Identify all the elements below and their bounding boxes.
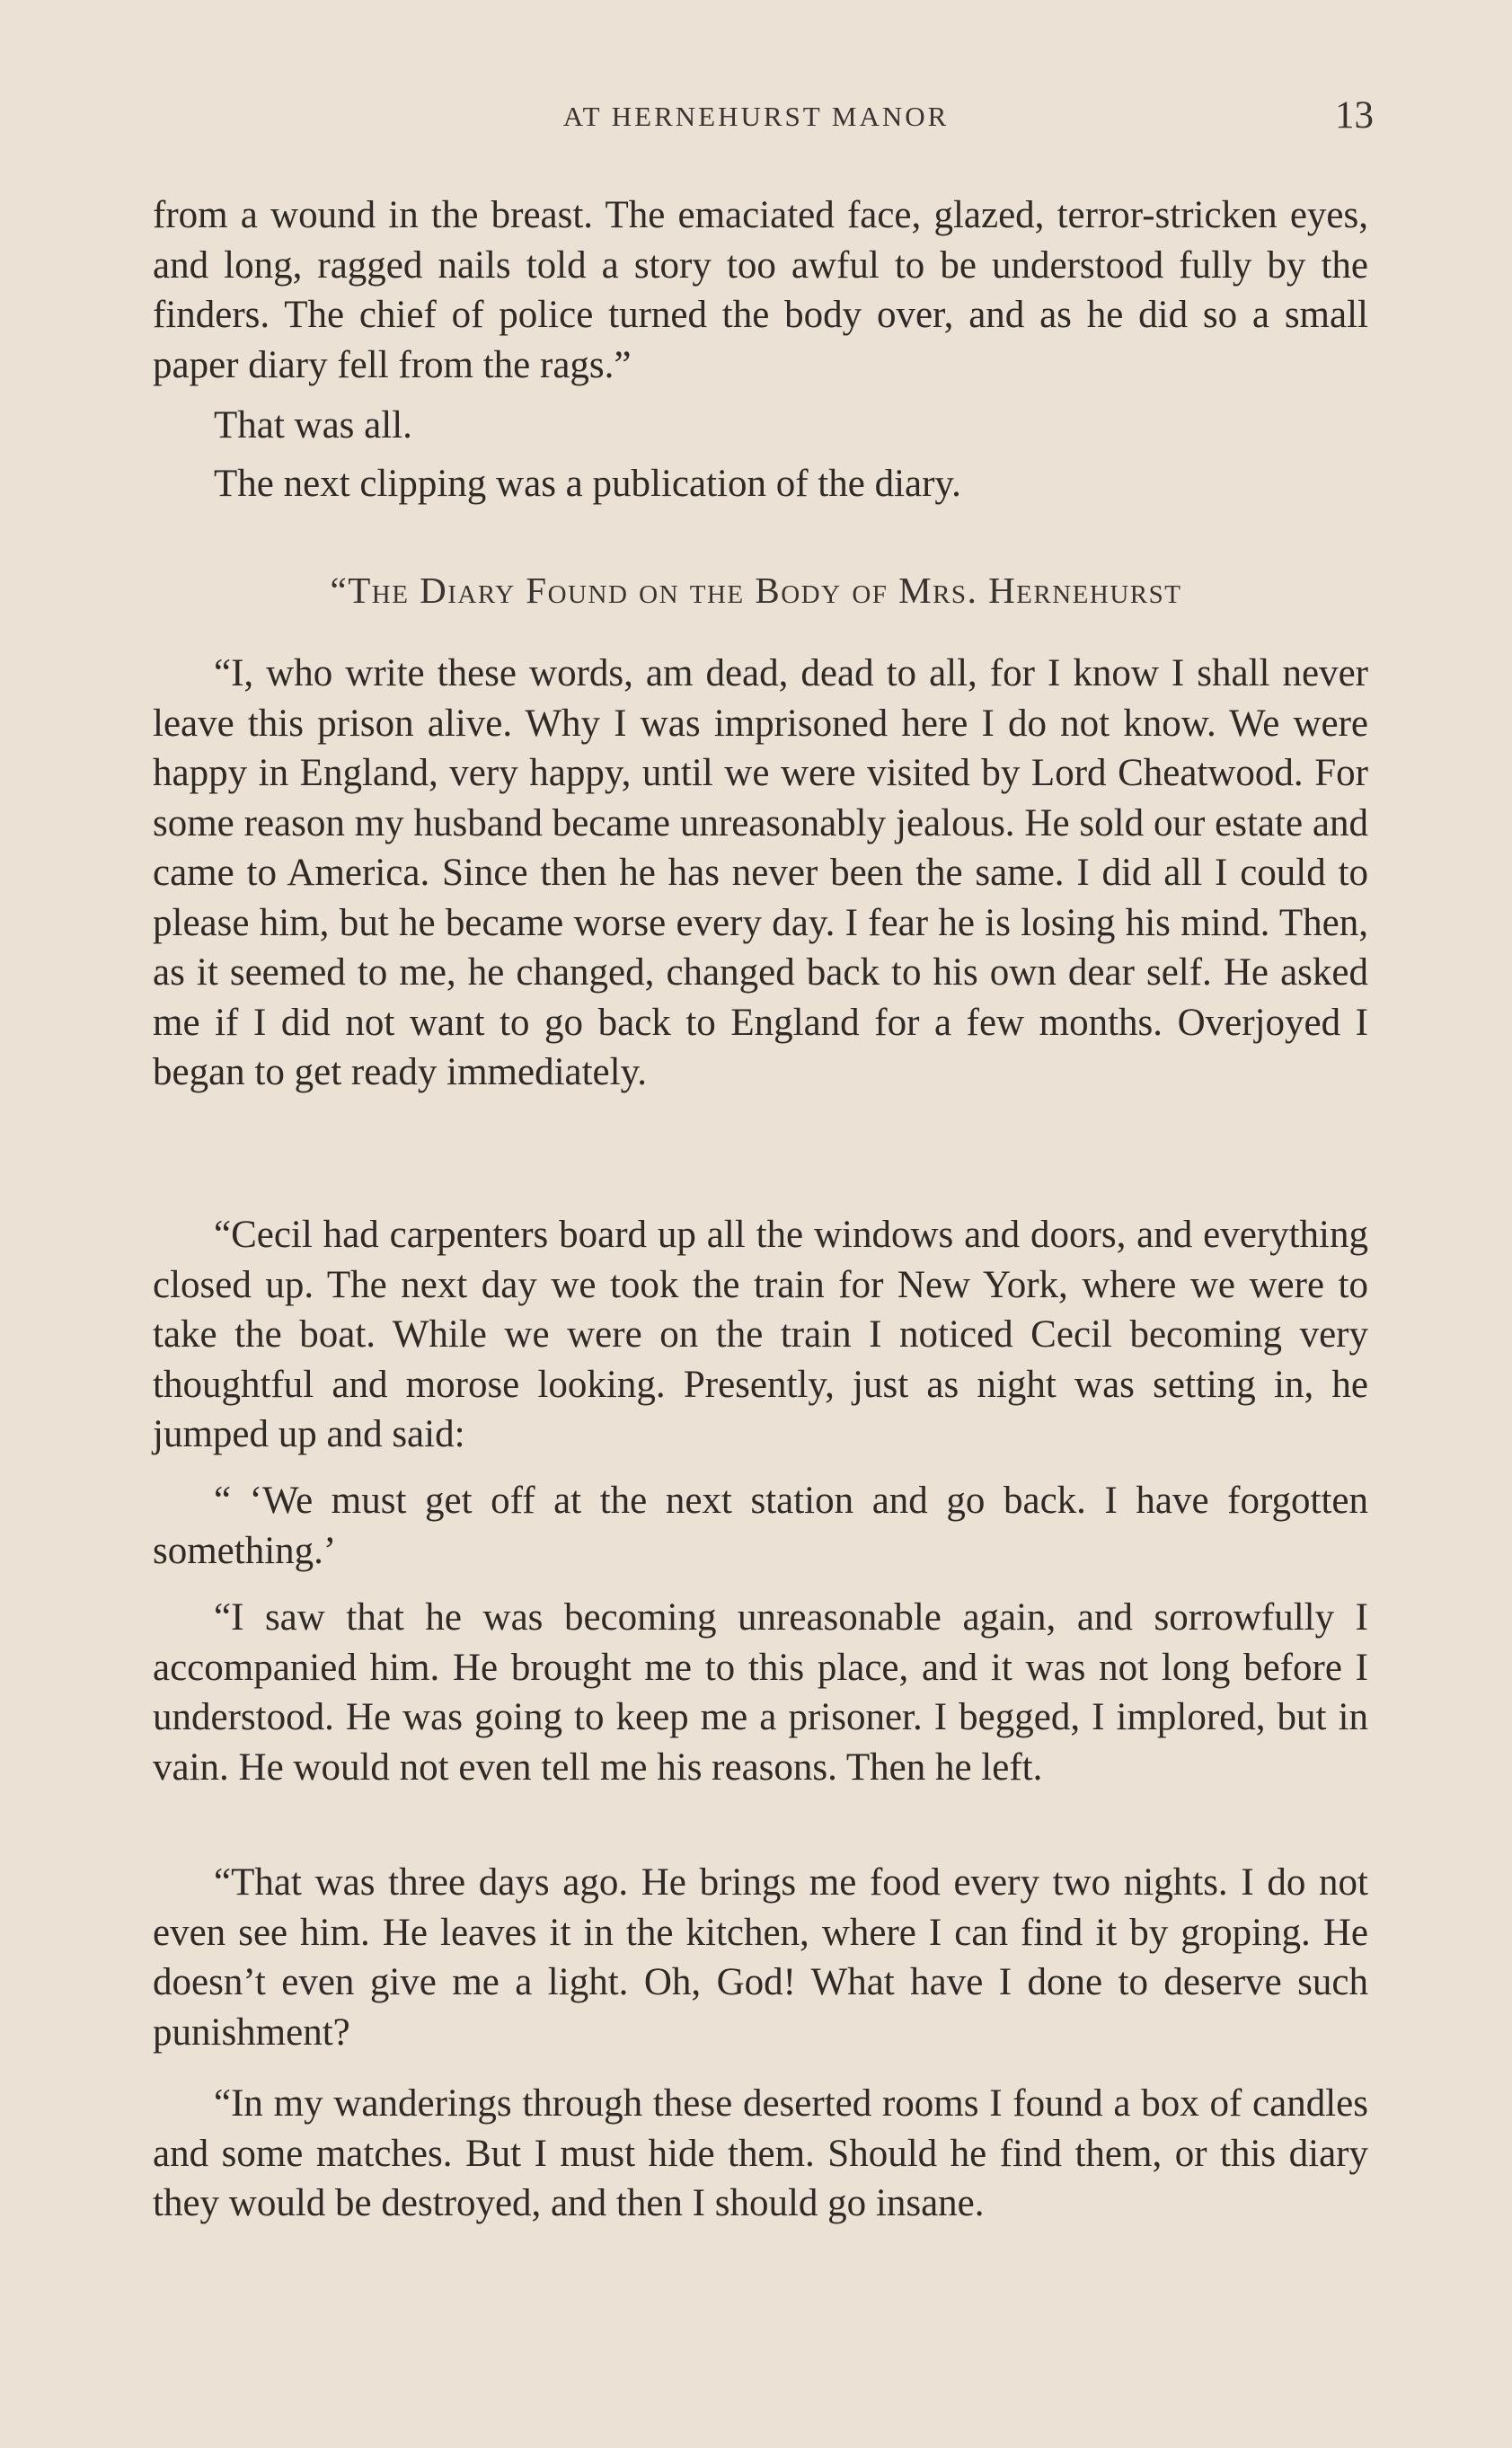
diary-para-1 xyxy=(153,649,1368,1098)
section-heading: “The Diary Found on the Body of Mrs. Hernehurst xyxy=(330,570,1182,611)
paragraph: That was all. xyxy=(214,404,412,446)
diary-para-2 xyxy=(153,1210,1368,1460)
running-header: AT HERNEHURST MANOR xyxy=(562,101,950,132)
paragraph: “ ‘We must get off at the next station and go back. I have forgotten something.’ xyxy=(153,1480,1368,1572)
text-block-short-2 xyxy=(214,459,1368,509)
paragraph: “That was three days ago. He brings me food every two nights. I do not even see him. He leaves it in the kitchen, where I can find it by groping. He doesn’t even give me a light. Oh, God! What have I done to deserve such punishment? xyxy=(153,1861,1368,2054)
paragraph: from a wound in the breast. The emaciated face, glazed, terror-stricken eyes, and long, ragged nails told a story too awful to be understood fully by the finders. The chief of police turned the body over, and as he did so a small paper diary fell from the rags.” xyxy=(153,194,1368,386)
diary-para-5 xyxy=(153,1858,1368,2057)
text-block-short-1 xyxy=(214,401,1368,451)
paragraph: “Cecil had carpenters board up all the windows and doors, and everything closed up. The next day we took the train for New York, where we were to take the boat. While we were on the train I noticed Cecil becoming very thoughtful and morose looking. Presently, just as night was setting in, he jumped up and said: xyxy=(153,1214,1368,1455)
diary-para-3 xyxy=(153,1476,1368,1576)
paragraph: The next clipping was a publication of the diary. xyxy=(214,463,961,505)
paragraph: “I, who write these words, am dead, dead to all, for I know I shall never leave this prison alive. Why I was imprisoned here I do not know. We were happy in England, very happy, until we were visited by Lord Cheatwood. For some reason my husband became unreasonably jealous. He sold our estate and came to America. Since then he has never been the same. I did all I could to please him, but he became worse every day. I fear he is losing his mind. Then, as it seemed to me, he changed, changed back to his own dear self. He asked me if I did not want to go back to England for a few months. Overjoyed I began to get ready immediately. xyxy=(153,652,1368,1093)
page-number: 13 xyxy=(1335,94,1374,137)
text-block-top xyxy=(153,190,1368,390)
paragraph: “I saw that he was becoming unreasonable again, and sorrowfully I accompanied him. He brought me to this place, and it was not long before I understood. He was going to keep me a prisoner. I begged, I implored, but in vain. He would not even tell me his reasons. Then he left. xyxy=(153,1596,1368,1789)
diary-para-6 xyxy=(153,2079,1368,2229)
diary-para-4 xyxy=(153,1593,1368,1792)
paragraph: “In my wanderings through these deserted rooms I found a box of candles and some matches. But I must hide them. Should he find them, or this diary they would be destroyed, and then I should go insane. xyxy=(153,2082,1368,2224)
